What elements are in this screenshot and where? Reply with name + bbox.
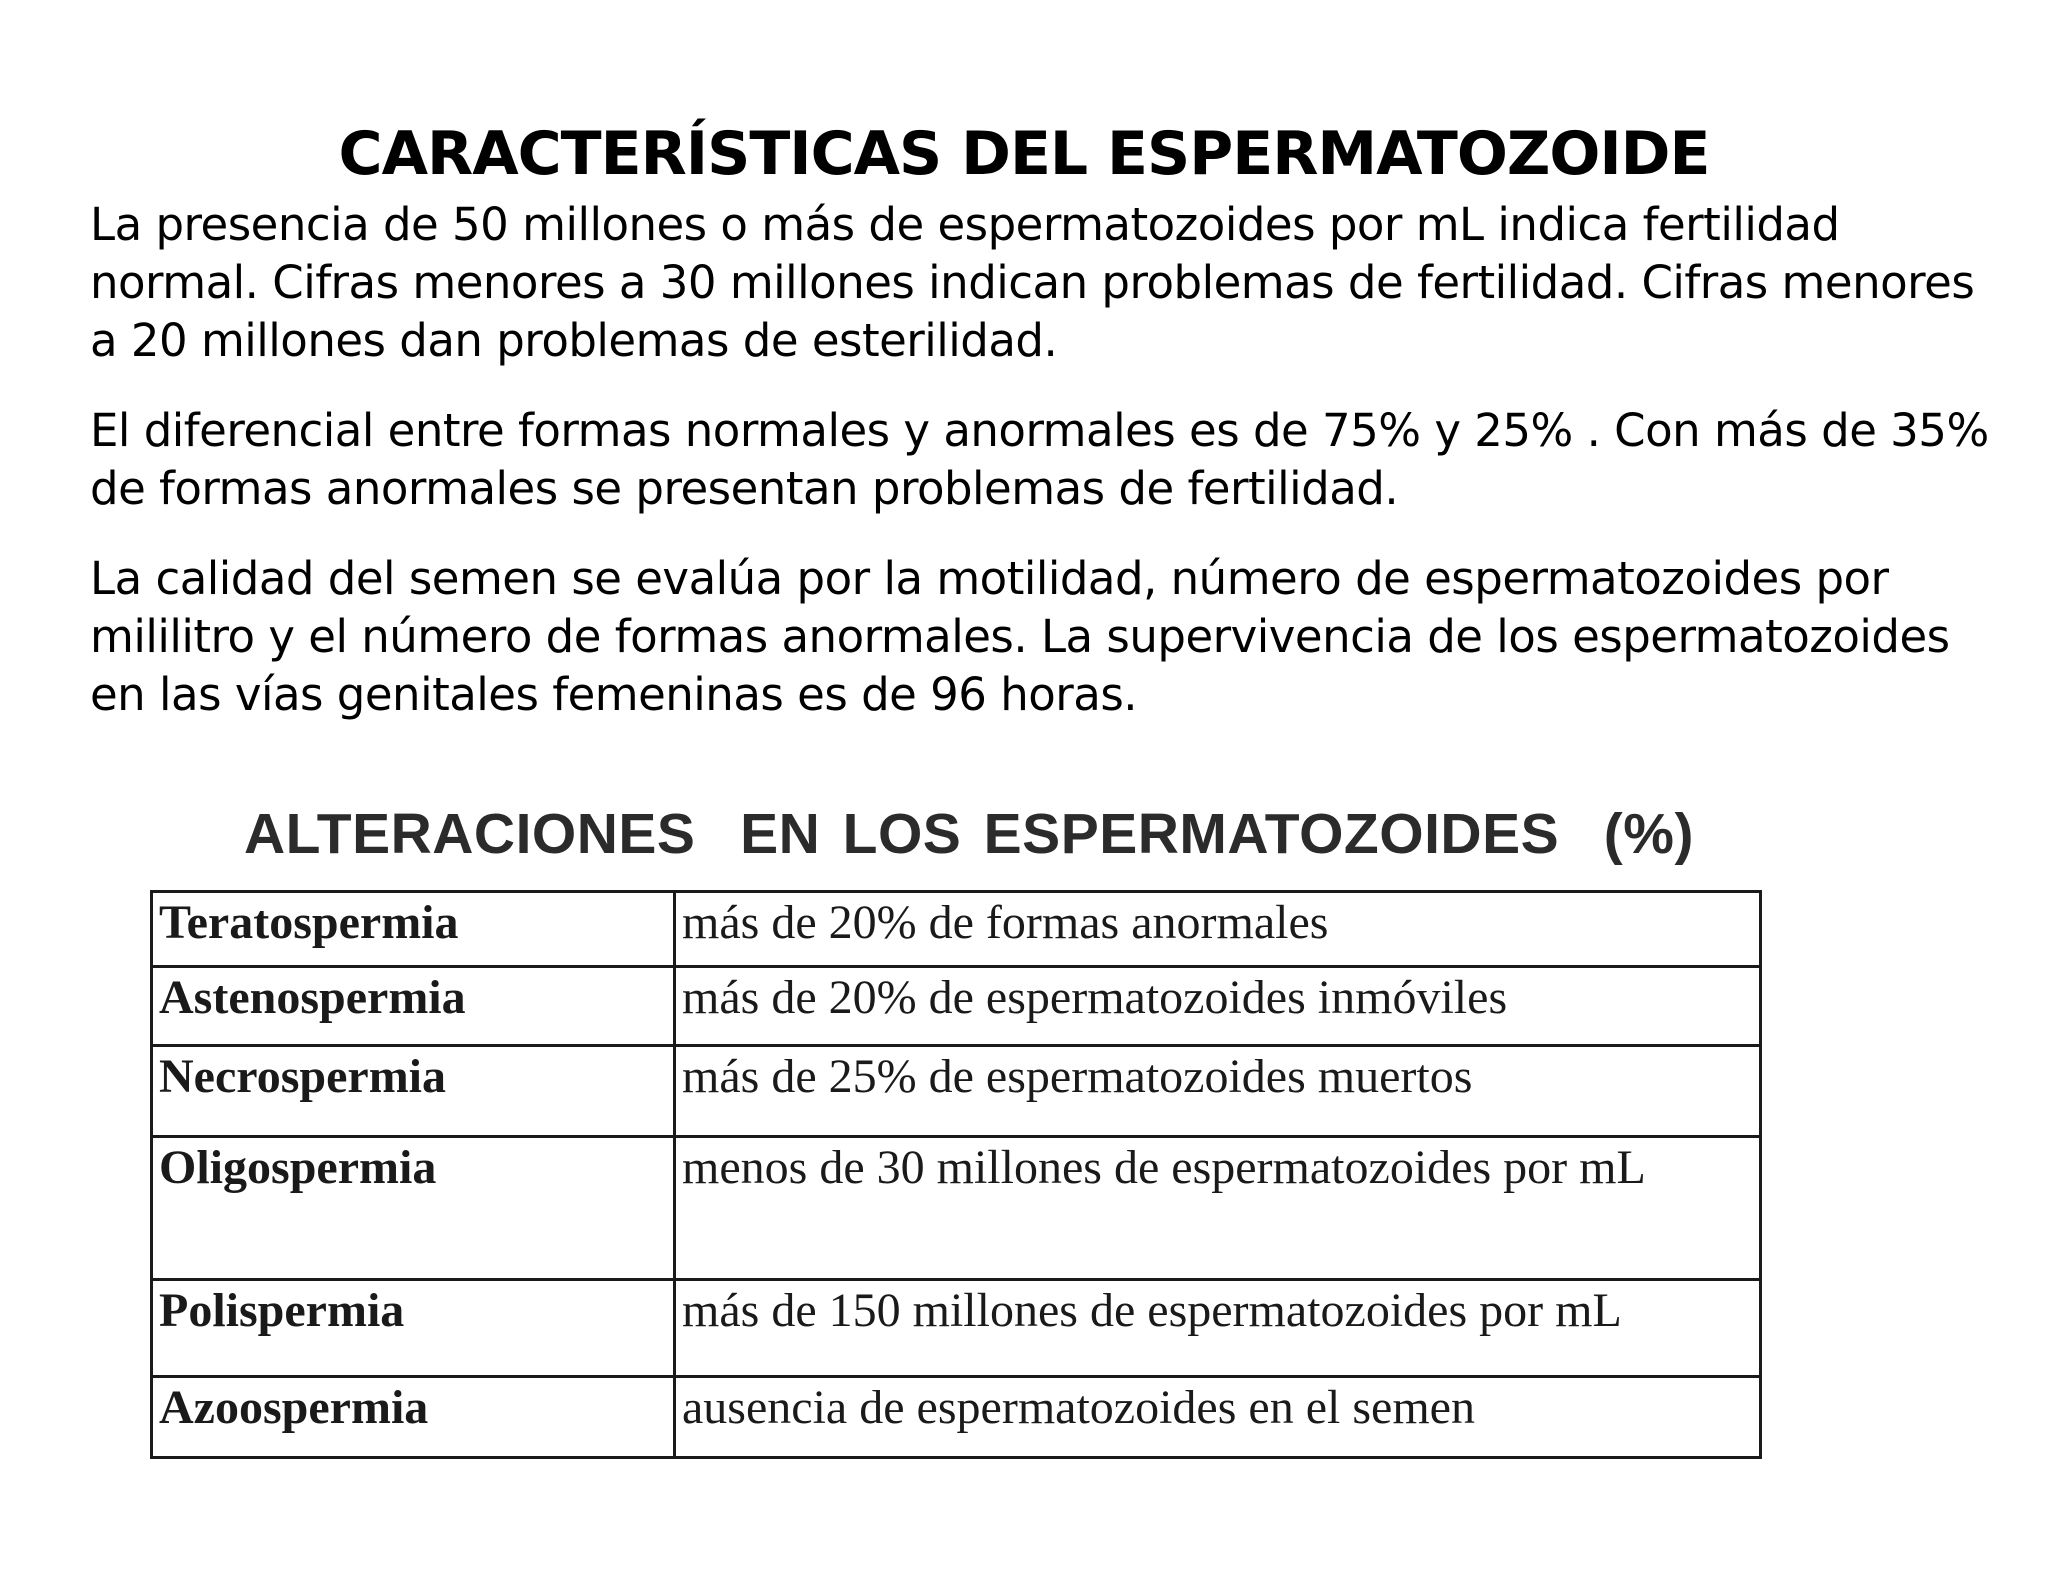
description-cell: ausencia de espermatozoides en el semen <box>675 1377 1761 1458</box>
paragraph-sperm-count: La presencia de 50 millones o más de espermatozoides por mL indica fertilidad normal. Cifras menores a 30 millones indican problemas de fertilidad. Cifras menores a 20 millones dan problemas de esterilidad. <box>90 198 1975 367</box>
table-title: ALTERACIONES EN LOS ESPERMATOZOIDES (%) <box>244 802 1694 866</box>
term-cell: Azoospermia <box>152 1377 675 1458</box>
table-row <box>152 1137 1761 1280</box>
table-row <box>152 1377 1761 1458</box>
table-row <box>152 1280 1761 1377</box>
description-cell: más de 20% de formas anormales <box>675 892 1761 967</box>
term-cell: Astenospermia <box>152 967 675 1046</box>
term-cell: Oligospermia <box>152 1137 675 1280</box>
alterations-table <box>150 890 1762 1459</box>
table-row <box>152 967 1761 1046</box>
description-cell: menos de 30 millones de espermatozoides por mL <box>675 1137 1761 1280</box>
table-row <box>152 892 1761 967</box>
description-cell: más de 150 millones de espermatozoides por mL <box>675 1280 1761 1377</box>
term-cell: Necrospermia <box>152 1046 675 1137</box>
page-title: CARACTERÍSTICAS DEL ESPERMATOZOIDE <box>338 119 1710 190</box>
term-cell: Polispermia <box>152 1280 675 1377</box>
paragraph-semen-quality: La calidad del semen se evalúa por la motilidad, número de espermatozoides por mililitro y el número de formas anormales. La supervivencia de los espermatozoides en las vías genitales femeninas es de 96 horas. <box>90 552 1950 721</box>
table-row <box>152 1046 1761 1137</box>
description-cell: más de 20% de espermatozoides inmóviles <box>675 967 1761 1046</box>
description-cell: más de 25% de espermatozoides muertos <box>675 1046 1761 1137</box>
term-cell: Teratospermia <box>152 892 675 967</box>
paragraph-normal-abnormal-forms: El diferencial entre formas normales y anormales es de 75% y 25% . Con más de 35% de formas anormales se presentan problemas de fertilidad. <box>90 404 1989 515</box>
